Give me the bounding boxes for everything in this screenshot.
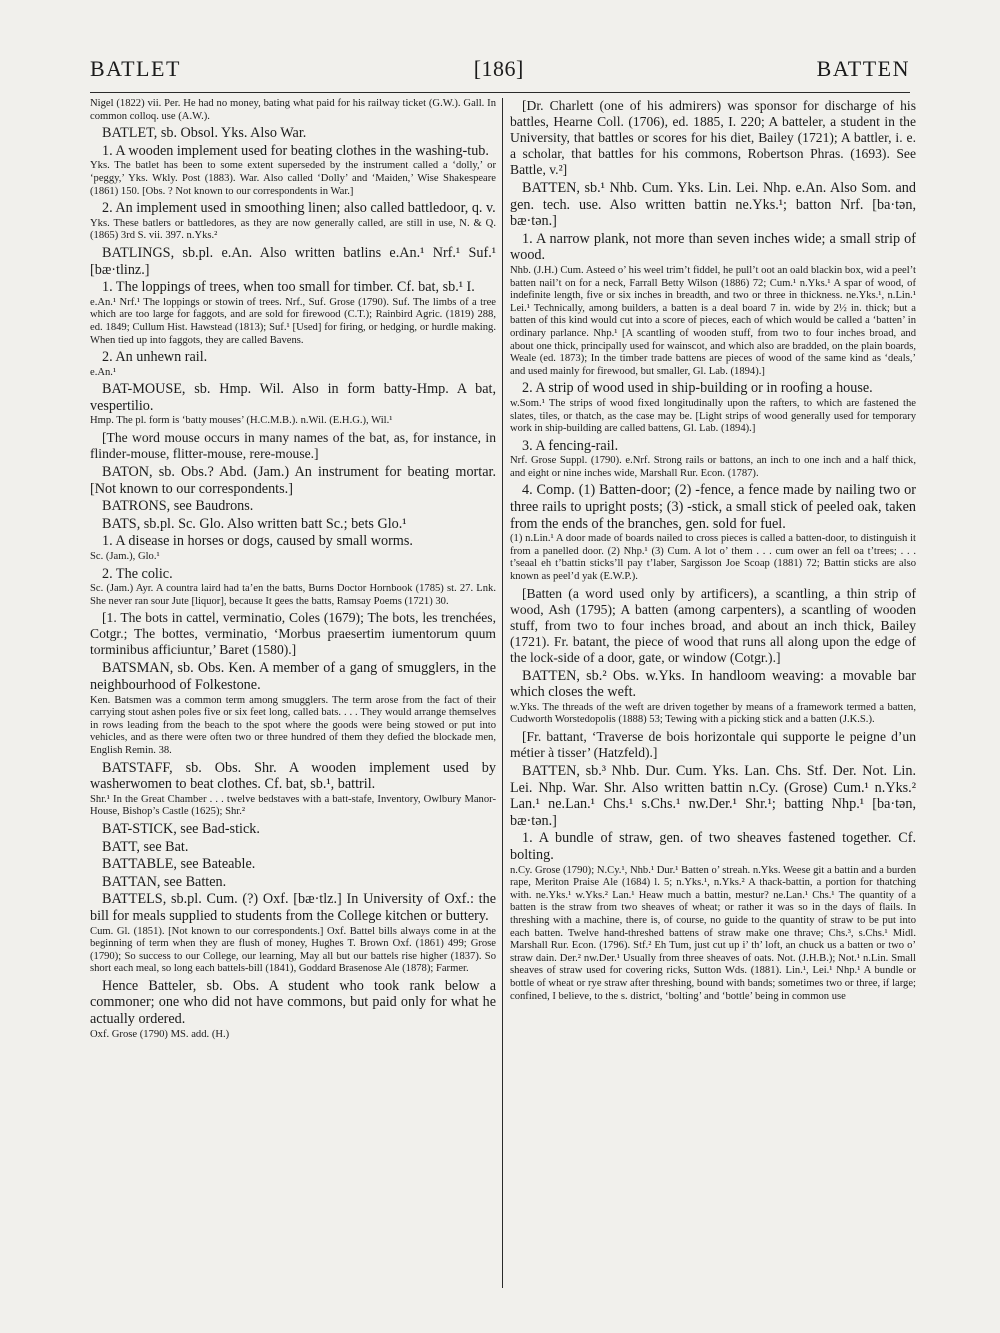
entry-definition: 2. A strip of wood used in ship-building or in roofing a house. — [522, 380, 873, 397]
entry-quotation: Nigel (1822) vii. Per. He had no money, bating what paid for his railway ticket (G.W.). Gall. In common colloq. use (A.W.). — [90, 98, 496, 122]
entry-quotation: e.An.¹ Nrf.¹ The loppings or stowin of trees. Nrf., Suf. Grose (1790). Suf. The limbs of a tree which are too large for faggots, and are sold for firewood (C.T.); Rainbird Agric. (1819) 288, ed. 1849; Cullum Hist. Hawstead (1813); Suf.¹ [Used] for firing, or hedging, or hurdle making. When tied up into faggots, they are called Bavens. — [90, 296, 496, 346]
entry-headword: BATON, sb. Obs.? Abd. (Jam.) An instrument for beating mortar. [Not known to our correspondents.] — [90, 464, 496, 497]
left-column — [90, 98, 496, 1298]
entry-quotation: Shr.¹ In the Great Chamber . . . twelve bedstaves with a batt-stafe, Inventory, Owlbury Manor-House, Bishop’s Castle (1625); Shr.² — [90, 793, 496, 818]
entry-quotation: Cum. Gl. (1851). [Not known to our correspondents.] Oxf. Battel bills always come in at the beginning of term when they are flush of money, Hughes T. Brown Oxf. (1861) 499; Grose (1790); So success to our College, our learning, May all but our battels rise higher (1837). So short each meal, so long each battels-bill (1841), Goddard Brasenose Ale (1878); Farmer. — [90, 925, 496, 975]
entry-definition: 4. Comp. (1) Batten-door; (2) -fence, a fence made by nailing two or three rails to upright posts; (3) -stick, a small stick of peeled oak, taken from the ends of the branches, gen. sold for fuel. — [510, 482, 916, 532]
etymology-note: [Batten (a word used only by artificers), a scantling, a thin strip of wood, Ash (1795); A batten (among carpenters), a scantling of wooden stuff, from two to four inches broad, and about an inch thick, Bailey (1721). Fr. batant, the piece of wood that runs all along upon the edge of the lock-side of a door, gate, or window (Cotgr.).] — [510, 585, 916, 665]
entry-quotation: Hmp. The pl. form is ‘batty mouses’ (H.C.M.B.). n.Wil. (E.H.G.), Wil.¹ — [90, 415, 393, 427]
entry-quotation: Yks. These batlers or battledores, as they are now generally called, are still in use, N. & Q. (1865) 3rd S. vii. 397. n.Yks.² — [90, 217, 496, 242]
page-number: [186] — [473, 56, 524, 81]
entry-definition: 1. A wooden implement used for beating clothes in the washing-tub. — [102, 142, 489, 159]
entry-definition: 1. The loppings of trees, when too small for timber. Cf. bat, sb.¹ I. — [102, 279, 475, 296]
entry-quotation: (1) n.Lin.¹ A door made of boards nailed to cross pieces is called a batten-door, to distinguish it from a panelled door. (2) Nhp.¹ (3) Cum. A lot o’ them . . . cum ower an fell oa t’trees; . . . t’seaal eh t’battin sticks’ll pay t’laber, Sargisson Joe Scoap (1881) 72; Battin sticks are also known as peel’d yak (E.W.P.). — [510, 533, 916, 583]
etymology-note: [Dr. Charlett (one of his admirers) was sponsor for discharge of his battles, Hearne Coll. (1706), ed. 1885, I. 220; A batteler, a student in the University, that battles or scores for his diet, Bailey (1721); A battler, i. e. a scholar, that battles for his commons, Robertson Phras. (1693). See Battle, v.²] — [510, 98, 916, 177]
entry-headword: BATTEN, sb.¹ Nhb. Cum. Yks. Lin. Lei. Nhp. e.An. Also Som. and gen. tech. use. Also written battin ne.Yks.¹; batton Nrf. [ba·tən, bæ·tən.] — [510, 180, 916, 230]
entry-headword: BATTELS, sb.pl. Cum. (?) Oxf. [bæ·tlz.] In University of Oxf.: the bill for meals supplied to students from the College kitchen or buttery. — [90, 891, 496, 924]
entry-headword: BATT, see Bat. — [102, 838, 189, 855]
entry-headword: Hence Batteler, sb. Obs. A student who took rank below a commoner; one who did not have commons, but paid only for what he actually ordered. — [90, 977, 496, 1028]
entry-quotation: Oxf. Grose (1790) MS. add. (H.) — [90, 1028, 230, 1040]
entry-definition: 2. An unhewn rail. — [102, 349, 208, 366]
entry-definition: 2. An implement used in smoothing linen; also called battledoor, q. v. — [102, 200, 496, 217]
entry-definition: 1. A bundle of straw, gen. of two sheaves fastened together. Cf. bolting. — [510, 830, 916, 863]
entry-headword: BATSMAN, sb. Obs. Ken. A member of a gang of smugglers, in the neighbourhood of Folkestone. — [90, 660, 496, 693]
entry-quotation: Sc. (Jam.) Ayr. A countra laird had ta’en the batts, Burns Doctor Hornbook (1785) st. 27. Lnk. She never ran sour Jute [liquor], because It gees the batts, Ramsay Poems (1721) 30. — [90, 583, 496, 607]
entry-quotation: e.An.¹ — [90, 366, 117, 378]
header-rule — [90, 92, 910, 93]
etymology-note: [1. The bots in cattel, verminatio, Coles (1679); The bots, les trenchées, Cotgr.; The bottes, verminatio, ‘Morbus praesertim iumentorum quum torminibus afficiuntur,’ Baret (1580).] — [90, 610, 496, 658]
entry-quotation: Nrf. Grose Suppl. (1790). e.Nrf. Strong rails or battons, an inch to one inch and a half thick, and eight or nine inches wide, Marshall Rur. Econ. (1787). — [510, 455, 916, 479]
entry-headword: BATTAN, see Batten. — [102, 873, 227, 890]
etymology-note: [The word mouse occurs in many names of the bat, as, for instance, in flinder-mouse, flitter-mouse, rere-mouse.] — [90, 430, 496, 462]
entry-headword: BAT-MOUSE, sb. Hmp. Wil. Also in form batty-Hmp. A bat, vespertilio. — [90, 381, 496, 414]
entry-quotation: n.Cy. Grose (1790); N.Cy.¹, Nhb.¹ Dur.¹ Batten o’ streah. n.Yks. Weese git a battin and a burden rape, Meriton Praise Ale (1684) l. 5; n.Yks.¹, n.Yks.² A thack-battin, a portion for thatching with. ne.Yks.¹ w.Yks.² Lan.¹ Heaw much a battin, mestur? ne.Lan.¹ Chs.¹ The quantity of a batten is the straw from two sheaves of wheat; or rather it was so in the days of flails. In threshing with a machine, there is, of course, no guide to the quantity of straw to be put into each batten. Twelve hand-threshed battens of straw make one thrave; Chs.³, s.Chs.¹ Midl. Marshall Rur. Econ. (1796). Stf.² Eh Tum, just cut up i’ th’ loft, an chuck us a batten or two o’ straw dain. Der.² nw.Der.¹ Usually from three sheaves of oats. Not. (J.H.B.); Not.¹ n.Lin. Small sheaves of straw used for covering ricks, Sutton Wds. (1881). Lin.¹, Lei.¹ Nhp.¹ A bundle or bottle of wheat or rye straw after threshing, bound with bands; sometimes two or three, if large; confined, I believe, to the s. district, ‘bolting’ and ‘bottle’ being in common use — [510, 864, 916, 1002]
entry-headword: BATSTAFF, sb. Obs. Shr. A wooden implement used by washerwomen to beat clothes. Cf. bat, sb.¹, battril. — [90, 759, 496, 793]
entry-definition: 1. A disease in horses or dogs, caused by small worms. — [102, 533, 413, 550]
etymology-note: [Fr. battant, ‘Traverse de bois horizontale qui supporte le peigne d’un métier à tisser’ (Hatzfeld).] — [510, 729, 916, 760]
entry-quotation: w.Yks. The threads of the weft are driven together by means of a framework termed a batten, Cudworth Worstedopolis (1888) 53; Tewing with a picking stick and a batten (J.K.S.). — [510, 701, 916, 726]
entry-quotation: w.Som.¹ The strips of wood fixed longitudinally upon the rafters, to which are fastened the slates, tiles, or thatch, as the case may be. [Light strips of wood generally used for temporary work in ship-building are called battens, Gl. Lab. (1894).] — [510, 397, 916, 435]
entry-definition: 3. A fencing-rail. — [522, 437, 619, 454]
entry-quotation: Ken. Batsmen was a common term among smugglers. The term arose from the fact of their carrying stout ashen poles five or six feet long, called bats. . . . They would arrange themselves in rows leading from the beach to the spot where the goods were being stowed or put into vehicles, and as there were often two or three hundred of them they defied the blockade men, English Remin. 38. — [90, 694, 496, 756]
entry-headword: BATLINGS, sb.pl. e.An. Also written batlins e.An.¹ Nrf.¹ Suf.¹ [bæ·tlinz.] — [90, 244, 496, 278]
entry-quotation: Yks. The batlet has been to some extent superseded by the instrument called a ‘dolly,’ or ‘peggy,’ Yks. Wkly. Post (1883). War. Also called ‘Dolly’ and ‘Maiden,’ Wise Shakespeare (1861) 150. [Obs. ? Not known to our correspondents in War.] — [90, 160, 496, 197]
entry-quotation: Nhb. (J.H.) Cum. Asteed o’ his weel trim’t fiddel, he pull’t oot an oald blackin box, wid a peel’t batten nail’t on for a neck, Farrall Betty Wilson (1886) 72; Cum.¹ n.Yks.¹ A spar of wood, of indefinite length, five or six inches in breadth, and two or three in thickness. ne.Yks.¹, n.Lin.¹ Lei.¹ Technically, among builders, a batten is a deal board 7 in. wide by 2½ in. thick; but a batten of this kind would cut into a score of pieces, each of which would be called a ‘batten’ in ordinary parlance. Nhp.¹ [A scantling of wooden stuff, from two to four inches broad, and about one thick, principally used for wainscot, and which also are bradded, on the plain boards, Weale (ed. 1873); In the timber trade battens are pieces of wood of the same kind as ‘deals,’ and used mainly for firewood, but smaller, Gl. Lab. (1894).] — [510, 264, 916, 377]
entry-headword: BATTEN, sb.² Obs. w.Yks. In handloom weaving: a movable bar which closes the weft. — [510, 667, 916, 701]
entry-headword: BATLET, sb. Obsol. Yks. Also War. — [102, 125, 307, 142]
entry-headword: BATRONS, see Baudrons. — [102, 498, 254, 515]
entry-definition: 1. A narrow plank, not more than seven inches wide; a small strip of wood. — [510, 230, 916, 264]
entry-definition: 2. The colic. — [102, 565, 173, 582]
entry-headword: BATS, sb.pl. Sc. Glo. Also written batt Sc.; bets Glo.¹ — [102, 515, 407, 532]
column-divider — [502, 98, 503, 1288]
entry-headword: BATTABLE, see Bateable. — [102, 856, 256, 873]
running-header — [90, 56, 910, 90]
header-left-word: BATLET — [90, 56, 181, 81]
entry-headword: BAT-STICK, see Bad-stick. — [102, 820, 260, 837]
right-column — [510, 98, 916, 1298]
header-right-word: BATTEN — [816, 56, 910, 81]
entry-quotation: Sc. (Jam.), Glo.¹ — [90, 551, 160, 563]
entry-headword: BATTEN, sb.³ Nhb. Dur. Cum. Yks. Lan. Chs. Stf. Der. Not. Lin. Lei. Nhp. War. Shr. Also written battin n.Cy. (Grose) Cum.¹ n.Yks.² Lan.¹ ne.Lan.¹ Chs.¹ s.Chs.¹ nw.Der.¹ Shr.¹; batting Nhp.¹ [ba·tən, bæ·tən.] — [510, 763, 916, 829]
